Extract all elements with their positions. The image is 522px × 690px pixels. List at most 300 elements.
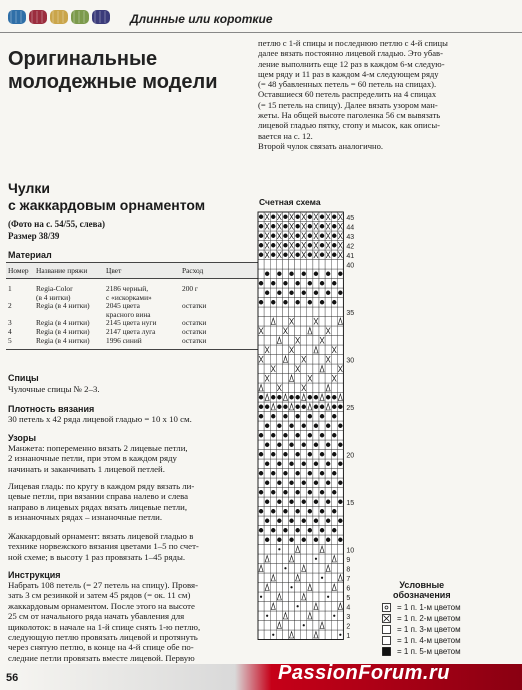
chart-cell bbox=[276, 336, 282, 346]
chart-cell bbox=[270, 393, 276, 403]
chart-cell bbox=[307, 611, 313, 621]
chart-cell bbox=[325, 241, 331, 251]
chart-cell bbox=[301, 345, 307, 355]
chart-cell bbox=[282, 507, 288, 517]
chart-cell bbox=[258, 592, 264, 602]
chart-cell bbox=[307, 421, 313, 431]
chart-cell bbox=[264, 393, 270, 403]
yarn-skein-icon bbox=[29, 10, 47, 24]
chart-cell bbox=[258, 336, 264, 346]
empty-square-icon bbox=[382, 636, 391, 645]
chart-cell bbox=[337, 412, 343, 422]
chart-row-label: 35 bbox=[346, 310, 355, 317]
chart-cell bbox=[331, 592, 337, 602]
chart-cell bbox=[337, 564, 343, 574]
chart-cell bbox=[258, 231, 264, 241]
chart-cell bbox=[325, 621, 331, 631]
chart-cell bbox=[270, 507, 276, 517]
chart-cell bbox=[301, 478, 307, 488]
chart-cell bbox=[295, 222, 301, 232]
chart-cell bbox=[331, 355, 337, 365]
chart-cell bbox=[289, 212, 295, 222]
chart-cell bbox=[295, 630, 301, 640]
col-header-color: Цвет bbox=[104, 263, 180, 279]
chart-cell bbox=[264, 279, 270, 289]
col-header-amount: Расход bbox=[180, 263, 271, 279]
chart-cell bbox=[295, 573, 301, 583]
chart-cell bbox=[295, 374, 301, 384]
chart-cell bbox=[264, 554, 270, 564]
chart-row-label: 43 bbox=[346, 234, 355, 241]
chart-cell bbox=[264, 222, 270, 232]
chart-cell bbox=[289, 469, 295, 479]
chart-cell bbox=[295, 450, 301, 460]
chart-cell bbox=[289, 298, 295, 308]
chart-cell bbox=[270, 526, 276, 536]
chart-cell bbox=[276, 269, 282, 279]
chart-cell bbox=[282, 336, 288, 346]
chart-cell bbox=[319, 288, 325, 298]
chart-cell bbox=[331, 374, 337, 384]
chart-cell bbox=[313, 345, 319, 355]
chart-cell bbox=[307, 545, 313, 555]
chart-cell bbox=[295, 507, 301, 517]
chart-cell bbox=[337, 260, 343, 270]
chart-cell bbox=[258, 288, 264, 298]
chart-cell bbox=[258, 583, 264, 593]
chart-cell bbox=[319, 383, 325, 393]
chart-cell bbox=[295, 336, 301, 346]
chart-cell bbox=[282, 374, 288, 384]
chart-cell bbox=[331, 488, 337, 498]
chart-cell bbox=[270, 298, 276, 308]
chart-cell bbox=[301, 279, 307, 289]
chart-cell bbox=[319, 564, 325, 574]
chart-cell bbox=[301, 241, 307, 251]
intro-line: вается на с. 12. bbox=[258, 130, 313, 141]
chart-cell bbox=[319, 516, 325, 526]
chart-cell bbox=[276, 516, 282, 526]
chart-cell bbox=[282, 526, 288, 536]
chart-cell bbox=[337, 374, 343, 384]
chart-cell bbox=[313, 526, 319, 536]
chart-cell bbox=[264, 336, 270, 346]
chart-cell bbox=[282, 583, 288, 593]
chart-cell bbox=[313, 440, 319, 450]
legend-item bbox=[382, 624, 461, 635]
chart-cell bbox=[282, 431, 288, 441]
chart-cell bbox=[258, 545, 264, 555]
chart-cell bbox=[319, 469, 325, 479]
chart-cell bbox=[325, 402, 331, 412]
chart-cell bbox=[270, 488, 276, 498]
chart-cell bbox=[301, 507, 307, 517]
chart-cell bbox=[319, 602, 325, 612]
chart-cell bbox=[331, 450, 337, 460]
chart-cell bbox=[276, 554, 282, 564]
chart-cell bbox=[301, 336, 307, 346]
chart-cell bbox=[289, 602, 295, 612]
chart-cell bbox=[325, 630, 331, 640]
chart-cell bbox=[276, 450, 282, 460]
chart-cell bbox=[264, 602, 270, 612]
chart-cell bbox=[319, 621, 325, 631]
chart-cell bbox=[337, 307, 343, 317]
legend-label: = 1 п. 4-м цветом bbox=[397, 636, 461, 645]
chart-cell bbox=[276, 412, 282, 422]
chart-cell bbox=[325, 222, 331, 232]
chart-cell bbox=[289, 393, 295, 403]
chart-cell bbox=[319, 583, 325, 593]
chart-cell bbox=[313, 630, 319, 640]
chart-cell bbox=[289, 374, 295, 384]
chart-cell bbox=[270, 602, 276, 612]
chart-cell bbox=[276, 279, 282, 289]
chart-cell bbox=[313, 212, 319, 222]
chart-cell bbox=[337, 516, 343, 526]
chart-cell bbox=[325, 288, 331, 298]
chart-cell bbox=[295, 260, 301, 270]
chart-cell bbox=[276, 260, 282, 270]
instructions-line: зать 3 см резинкой и затем 45 рядов (= ок. 11 см) bbox=[8, 590, 191, 601]
chart-cell bbox=[301, 269, 307, 279]
patterns-text bbox=[8, 443, 258, 474]
chart-cell bbox=[264, 516, 270, 526]
chart-cell bbox=[258, 554, 264, 564]
legend-item bbox=[382, 602, 461, 613]
chart-cell bbox=[264, 231, 270, 241]
chart-cell bbox=[301, 383, 307, 393]
chart-cell bbox=[301, 355, 307, 365]
chart-cell bbox=[313, 554, 319, 564]
chart-cell bbox=[301, 317, 307, 327]
chart-cell bbox=[282, 621, 288, 631]
chart-cell bbox=[264, 326, 270, 336]
chart-cell bbox=[301, 526, 307, 536]
chart-cell bbox=[276, 478, 282, 488]
chart-cell bbox=[264, 364, 270, 374]
chart-cell bbox=[301, 488, 307, 498]
chart-row-label: 8 bbox=[346, 566, 351, 574]
chart-cell bbox=[301, 431, 307, 441]
chart-cell bbox=[331, 583, 337, 593]
chart-cell bbox=[301, 374, 307, 384]
chart-cell bbox=[325, 269, 331, 279]
chart-cell bbox=[289, 326, 295, 336]
chart-cell bbox=[337, 345, 343, 355]
chart-cell bbox=[301, 260, 307, 270]
chart-cell bbox=[313, 250, 319, 260]
chart-cell bbox=[337, 554, 343, 564]
chart-cell bbox=[301, 364, 307, 374]
chart-cell bbox=[307, 317, 313, 327]
chart-cell bbox=[301, 222, 307, 232]
chart-cell bbox=[258, 317, 264, 327]
chart-cell bbox=[319, 478, 325, 488]
chart-cell bbox=[289, 345, 295, 355]
material-cell-color: 2186 черный, с «искорками» bbox=[106, 284, 152, 302]
chart-cell bbox=[331, 279, 337, 289]
chart-cell bbox=[331, 298, 337, 308]
chart-cell bbox=[331, 545, 337, 555]
chart-cell bbox=[276, 241, 282, 251]
chart-cell bbox=[258, 564, 264, 574]
chart-row-label: 15 bbox=[346, 500, 355, 507]
chart-cell bbox=[313, 222, 319, 232]
chart-cell bbox=[307, 602, 313, 612]
chart-cell bbox=[325, 545, 331, 555]
chart-cell bbox=[282, 269, 288, 279]
x-square-icon bbox=[382, 614, 391, 623]
chart-title: Счетная схема bbox=[259, 197, 321, 207]
chart-cell bbox=[276, 459, 282, 469]
gauge-heading: Плотность вязания bbox=[8, 404, 95, 414]
chart-cell bbox=[319, 412, 325, 422]
chart-cell bbox=[295, 317, 301, 327]
chart-cell bbox=[325, 478, 331, 488]
chart-cell bbox=[258, 374, 264, 384]
chart-cell bbox=[337, 231, 343, 241]
chart-cell bbox=[270, 212, 276, 222]
chart-cell bbox=[325, 564, 331, 574]
chart-cell bbox=[307, 269, 313, 279]
chart-cell bbox=[270, 450, 276, 460]
chart-cell bbox=[319, 279, 325, 289]
chart-cell bbox=[325, 592, 331, 602]
chart-cell bbox=[258, 450, 264, 460]
chart-cell bbox=[337, 440, 343, 450]
chart-cell bbox=[313, 573, 319, 583]
chart-cell bbox=[295, 545, 301, 555]
chart-cell bbox=[325, 421, 331, 431]
chart-cell bbox=[282, 478, 288, 488]
chart-cell bbox=[258, 469, 264, 479]
chart-cell bbox=[276, 288, 282, 298]
chart-cell bbox=[313, 507, 319, 517]
chart-cell bbox=[258, 630, 264, 640]
chart-cell bbox=[295, 307, 301, 317]
chart-cell bbox=[337, 250, 343, 260]
chart-cell bbox=[313, 412, 319, 422]
chart-row-label: 41 bbox=[346, 253, 355, 260]
chart-cell bbox=[301, 412, 307, 422]
chart-cell bbox=[313, 298, 319, 308]
chart-cell bbox=[307, 393, 313, 403]
chart-cell bbox=[276, 621, 282, 631]
chart-cell bbox=[337, 469, 343, 479]
chart-cell bbox=[307, 412, 313, 422]
filled-square-icon bbox=[382, 647, 391, 656]
chart-cell bbox=[295, 231, 301, 241]
chart-cell bbox=[270, 374, 276, 384]
chart-cell bbox=[325, 611, 331, 621]
chart-cell bbox=[295, 535, 301, 545]
chart-cell bbox=[301, 421, 307, 431]
section-header: Длинные или короткие bbox=[130, 12, 273, 26]
material-cell-yarn: Regia (в 4 нитки) bbox=[36, 301, 90, 311]
chart-cell bbox=[258, 250, 264, 260]
chart-cell bbox=[331, 317, 337, 327]
chart-cell bbox=[331, 260, 337, 270]
patterns-line: Манжета: попеременно вязать 2 лицевые петли, bbox=[8, 443, 188, 453]
chart-cell bbox=[282, 469, 288, 479]
chart-cell bbox=[325, 231, 331, 241]
empty-square-icon bbox=[382, 625, 391, 634]
chart-cell bbox=[313, 231, 319, 241]
instructions-line: следующую петлю провязать лицевой и протянуть bbox=[8, 632, 198, 643]
chart-row-label: 3 bbox=[346, 614, 351, 621]
chart-cell bbox=[319, 450, 325, 460]
chart-cell bbox=[282, 364, 288, 374]
chart-cell bbox=[264, 421, 270, 431]
material-cell-num: 5 bbox=[6, 337, 34, 350]
chart-cell bbox=[295, 383, 301, 393]
chart-cell bbox=[282, 298, 288, 308]
chart-cell bbox=[289, 564, 295, 574]
chart-cell bbox=[295, 526, 301, 536]
chart-cell bbox=[264, 526, 270, 536]
chart-row-label: 20 bbox=[346, 452, 355, 460]
chart-cell bbox=[270, 469, 276, 479]
chart-cell bbox=[331, 516, 337, 526]
chart-cell bbox=[264, 355, 270, 365]
chart-cell bbox=[331, 269, 337, 279]
chart-cell bbox=[289, 336, 295, 346]
chart-cell bbox=[319, 269, 325, 279]
chart-cell bbox=[307, 402, 313, 412]
chart-cell bbox=[307, 573, 313, 583]
chart-cell bbox=[319, 554, 325, 564]
jacquard-text bbox=[8, 531, 258, 562]
chart-cell bbox=[319, 212, 325, 222]
yarn-skein-icon bbox=[8, 10, 26, 24]
chart-cell bbox=[289, 241, 295, 251]
chart-cell bbox=[295, 402, 301, 412]
chart-cell bbox=[276, 326, 282, 336]
chart-cell bbox=[289, 402, 295, 412]
chart-cell bbox=[307, 583, 313, 593]
chart-cell bbox=[337, 459, 343, 469]
chart-cell bbox=[319, 526, 325, 536]
chart-cell bbox=[270, 402, 276, 412]
chart-cell bbox=[282, 564, 288, 574]
chart-cell bbox=[331, 326, 337, 336]
intro-line: жеты. На общей высоте паголенка 56 см вывязать bbox=[258, 110, 441, 121]
chart-cell bbox=[264, 440, 270, 450]
chart-cell bbox=[270, 231, 276, 241]
intro-line: далее вязать постоянно лицевой гладью. Это убав- bbox=[258, 48, 443, 59]
chart-cell bbox=[325, 250, 331, 260]
chart-cell bbox=[307, 212, 313, 222]
chart-cell bbox=[301, 250, 307, 260]
chart-cell bbox=[282, 602, 288, 612]
chart-cell bbox=[337, 431, 343, 441]
chart-cell bbox=[325, 497, 331, 507]
instructions-line: следние петли провязать вместе лицевой. Первую bbox=[8, 652, 195, 663]
chart-cell bbox=[319, 611, 325, 621]
chart-cell bbox=[264, 412, 270, 422]
chart-cell bbox=[331, 554, 337, 564]
chart-cell bbox=[301, 611, 307, 621]
material-cell-amount: остатки bbox=[180, 337, 271, 350]
chart-cell bbox=[313, 317, 319, 327]
chart-cell bbox=[319, 393, 325, 403]
material-row bbox=[6, 302, 271, 319]
chart-cell bbox=[270, 317, 276, 327]
chart-cell bbox=[325, 279, 331, 289]
chart-cell bbox=[264, 583, 270, 593]
chart-cell bbox=[264, 564, 270, 574]
chart-cell bbox=[307, 231, 313, 241]
chart-cell bbox=[270, 250, 276, 260]
chart-cell bbox=[289, 583, 295, 593]
chart-cell bbox=[258, 355, 264, 365]
stockinette-line: Лицевая гладь: по кругу в каждом ряду вязать ли- bbox=[8, 481, 195, 491]
chart-cell bbox=[258, 440, 264, 450]
chart-cell bbox=[331, 307, 337, 317]
material-cell-color: 2045 цвета красного вина bbox=[106, 301, 151, 319]
chart-cell bbox=[307, 222, 313, 232]
chart-cell bbox=[270, 288, 276, 298]
chart-cell bbox=[319, 592, 325, 602]
chart-cell bbox=[282, 554, 288, 564]
chart-cell bbox=[282, 212, 288, 222]
chart-cell bbox=[301, 564, 307, 574]
chart-cell bbox=[313, 583, 319, 593]
watermark: PassionForum.ru bbox=[278, 662, 450, 684]
chart-cell bbox=[313, 497, 319, 507]
material-cell-yarn: Regia (в 4 нитки) bbox=[36, 318, 90, 328]
chart-cell bbox=[264, 507, 270, 517]
chart-cell bbox=[270, 516, 276, 526]
chart-cell bbox=[264, 250, 270, 260]
chart-cell bbox=[258, 345, 264, 355]
yarn-skein-icon bbox=[71, 10, 89, 24]
chart-cell bbox=[301, 535, 307, 545]
chart-cell bbox=[282, 412, 288, 422]
chart-cell bbox=[337, 288, 343, 298]
chart-cell bbox=[276, 307, 282, 317]
chart-cell bbox=[319, 260, 325, 270]
chart-cell bbox=[282, 535, 288, 545]
chart-cell bbox=[313, 421, 319, 431]
chart-cell bbox=[289, 478, 295, 488]
chart-cell bbox=[289, 269, 295, 279]
legend-title bbox=[393, 580, 451, 600]
chart-cell bbox=[270, 412, 276, 422]
chart-cell bbox=[331, 288, 337, 298]
chart-cell bbox=[307, 535, 313, 545]
chart-cell bbox=[295, 393, 301, 403]
chart-cell bbox=[270, 336, 276, 346]
chart-cell bbox=[276, 231, 282, 241]
chart-cell bbox=[289, 459, 295, 469]
chart-cell bbox=[313, 241, 319, 251]
chart-cell bbox=[307, 260, 313, 270]
material-cell-amount: 200 г bbox=[182, 284, 198, 293]
chart-cell bbox=[325, 554, 331, 564]
chart-cell bbox=[325, 298, 331, 308]
chart-cell bbox=[295, 564, 301, 574]
chart-cell bbox=[258, 526, 264, 536]
chart-cell bbox=[307, 307, 313, 317]
chart-cell bbox=[282, 279, 288, 289]
chart-cell bbox=[264, 611, 270, 621]
chart-cell bbox=[258, 488, 264, 498]
chart-cell bbox=[289, 497, 295, 507]
chart-cell bbox=[325, 469, 331, 479]
instructions-line: жаккардовым орнаментом. После этого на высоте bbox=[8, 600, 195, 611]
